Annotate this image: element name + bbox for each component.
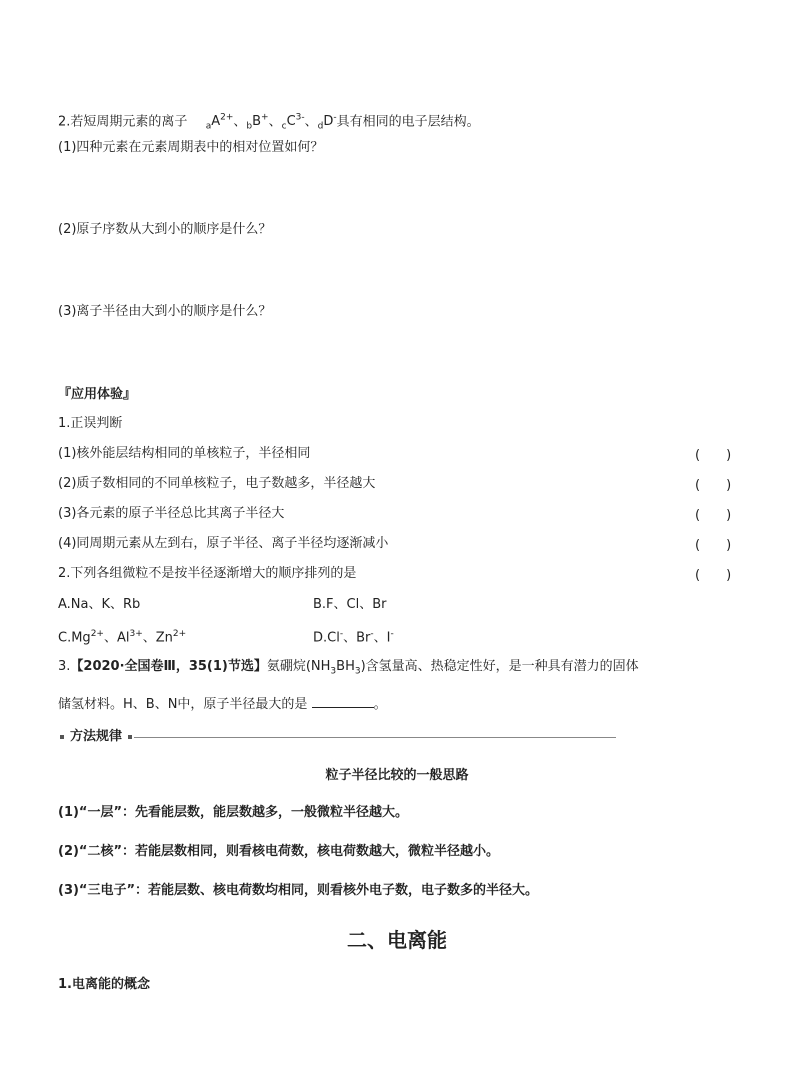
option-d-label: D.Cl [313, 630, 340, 646]
sep: 、 [268, 114, 282, 130]
ion-b-sub: b [246, 121, 253, 132]
method-divider [134, 737, 616, 738]
option-c-sup2: 3+ [129, 629, 143, 639]
apply-q2-title: 2.下列各组微粒不是按半径逐渐增大的顺序排列的是 [58, 566, 357, 581]
ion-a-sym: A [211, 114, 221, 130]
answer-paren-1[interactable]: ( ) [695, 448, 732, 463]
answer-paren-5[interactable]: ( ) [695, 568, 732, 583]
option-d-mid1: 、Br [343, 630, 371, 646]
option-c-sup1: 2+ [90, 629, 104, 639]
ion-c-sup: 3- [295, 113, 305, 123]
method-marker-left [60, 735, 64, 739]
q3-number: 3. [58, 659, 71, 674]
apply-q3-line2 [58, 695, 387, 714]
ion-a-sup: 2+ [220, 113, 234, 123]
option-c-sup3: 2+ [172, 629, 187, 639]
q2-stem-suffix: 具有相同的电子层结构。 [336, 114, 480, 130]
ion-d-sym: D [323, 114, 334, 130]
option-d-sup1: - [339, 629, 344, 639]
ion-a [205, 113, 234, 132]
method-item-1: (1)“一层”：先看能层数，能层数越多，一般微粒半径越大。 [58, 805, 409, 820]
q3-line2-text: 储氢材料。H、B、N中，原子半径最大的是 [58, 697, 308, 712]
method-item-3: (3)“三电子”：若能层数、核电荷数均相同，则看核外电子数，电子数多的半径大。 [58, 883, 539, 898]
option-a: A.Na、K、Rb [58, 597, 141, 612]
apply-q1-title: 1.正误判断 [58, 416, 123, 431]
judge-item-1: (1)核外能层结构相同的单核粒子，半径相同 [58, 446, 311, 461]
ion-d [317, 113, 337, 132]
option-d [313, 625, 394, 647]
judge-item-4: (4)同周期元素从左到右，原子半径、离子半径均逐渐减小 [58, 536, 389, 551]
method-title: 粒子半径比较的一般思路 [325, 768, 469, 783]
q2-stem [58, 109, 480, 136]
method-label: 方法规律 [70, 729, 123, 744]
option-c-mid2: 、Zn [142, 630, 173, 646]
answer-paren-4[interactable]: ( ) [695, 538, 732, 553]
q3-text-b: BH [336, 659, 355, 674]
q3-source: 【2020·全国卷Ⅲ，35(1)节选】 [70, 659, 267, 674]
section-title: 二、电离能 [347, 928, 447, 952]
section-sub-1: 1.电离能的概念 [58, 977, 150, 992]
q3-text-c: )含氢量高、热稳定性好，是一种具有潜力的固体 [360, 659, 639, 674]
option-d-sup3: - [390, 629, 394, 639]
q3-sub2: 3 [354, 666, 361, 677]
ion-b-sup: + [261, 113, 269, 123]
q3-sub1: 3 [330, 666, 337, 677]
option-b: B.F、Cl、Br [313, 597, 387, 612]
sep: 、 [304, 114, 318, 130]
option-d-sup2: - [370, 629, 374, 639]
ion-b [246, 113, 269, 132]
judge-item-3: (3)各元素的原子半径总比其离子半径大 [58, 506, 285, 521]
ion-c-sym: C [286, 114, 296, 130]
method-item-2: (2)“二核”：若能层数相同，则看核电荷数，核电荷数越大，微粒半径越小。 [58, 844, 500, 859]
q2-part-2: (2)原子序数从大到小的顺序是什么？ [58, 222, 272, 237]
answer-blank[interactable] [312, 695, 374, 708]
q3-text-a: 氨硼烷(NH [266, 659, 331, 674]
method-marker-right [128, 735, 132, 739]
q2-stem-prefix: 2.若短周期元素的离子 [58, 114, 188, 130]
ion-a-sub: a [205, 121, 212, 132]
option-c [58, 625, 186, 647]
option-d-mid2: 、I [373, 630, 391, 646]
answer-paren-3[interactable]: ( ) [695, 508, 732, 523]
ion-d-sup: - [333, 113, 337, 123]
sep: 、 [233, 114, 247, 130]
option-c-label: C.Mg [58, 630, 91, 646]
apply-heading: 『应用体验』 [58, 387, 137, 402]
judge-item-2: (2)质子数相同的不同单核粒子，电子数越多，半径越大 [58, 476, 376, 491]
ion-c-sub: c [281, 121, 287, 132]
option-c-mid1: 、Al [103, 630, 130, 646]
q2-part-1: (1)四种元素在元素周期表中的相对位置如何？ [58, 140, 324, 155]
ion-d-sub: d [317, 121, 324, 132]
ion-b-sym: B [252, 114, 262, 130]
answer-paren-2[interactable]: ( ) [695, 478, 732, 493]
apply-q3-line1 [58, 658, 639, 681]
q2-part-3: (3)离子半径由大到小的顺序是什么？ [58, 304, 272, 319]
q3-end: 。 [373, 697, 387, 712]
ion-c [281, 113, 305, 132]
